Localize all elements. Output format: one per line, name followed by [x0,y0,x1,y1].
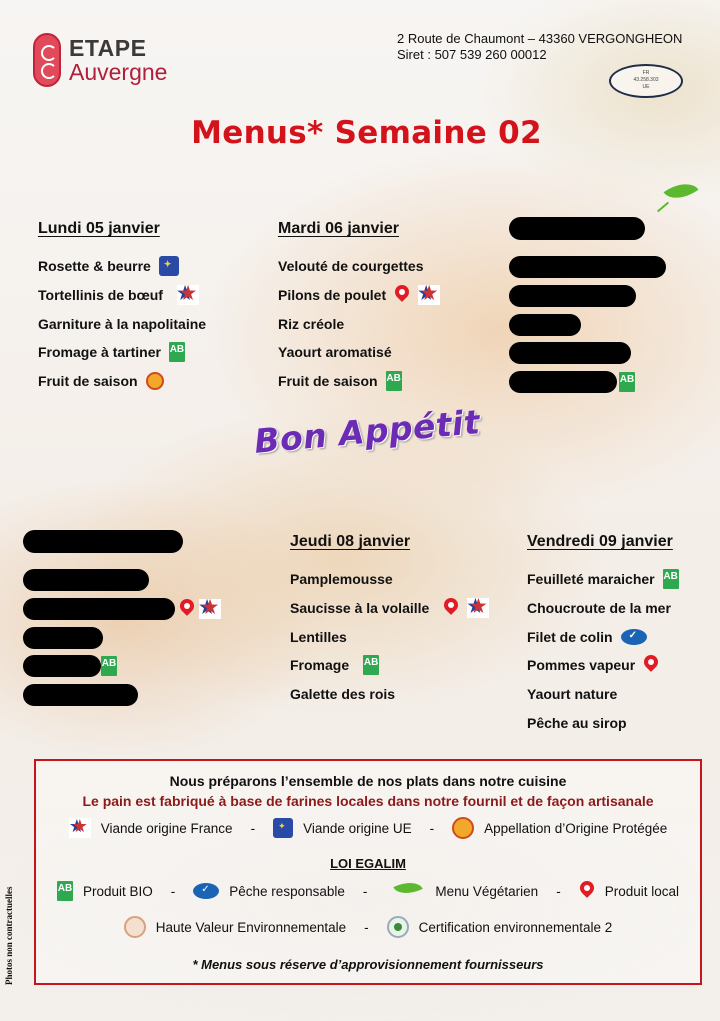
ab-bio-icon: AB [386,371,402,391]
cert-env-icon [387,916,409,938]
separator: - [556,883,561,899]
menu-item: Pêche au sirop [527,714,627,731]
menu-item [509,310,666,339]
msc-fish-icon [621,629,647,645]
redacted-text [509,256,666,278]
legend-label: Menu Végétarien [435,883,539,899]
ab-bio-icon: AB [101,656,117,676]
separator: - [364,919,369,935]
local-pin-icon [443,598,459,618]
aop-icon [452,817,474,839]
redacted-text [509,285,636,307]
logo-mark-icon [33,33,61,87]
menu-item: Tortellinis de bœuf ★ [38,281,206,310]
redacted-text [23,655,101,677]
redacted-text [509,342,631,364]
page-title: Menus* Semaine 02 [191,115,542,151]
legend-label: Viande origine UE [303,820,412,836]
legend-env-row [36,916,700,938]
menu-item [509,253,666,282]
redacted-text [23,569,149,591]
viande-france-icon [467,598,489,618]
legend-label: Certification environnementale 2 [418,919,613,935]
local-pin-icon [579,881,595,901]
ab-bio-icon: AB [169,342,185,362]
day-thursday [290,533,489,708]
menu-item: Riz créole [278,315,345,332]
separator: - [170,883,176,899]
redacted-text [509,314,581,336]
legend-label: Produit local [604,883,679,899]
menu-item: Fromage à tartiner AB [38,344,185,361]
menu-item: Lentilles [290,628,347,645]
ab-bio-icon: AB [363,655,379,675]
separator: - [429,820,435,836]
eu-flag-icon [159,256,179,276]
vegetarian-leaf-icon [385,881,425,901]
menu-item [509,339,666,368]
menu-item: Yaourt nature [527,686,618,703]
ab-bio-icon: AB [619,372,635,392]
ab-bio-icon: AB [57,881,73,901]
menu-item: Rosette & beurre ✦ [38,252,206,281]
menu-item [23,595,221,624]
viande-france-icon [199,599,221,619]
menu-item: Pilons de poulet ★ [278,281,440,310]
menu-item: Choucroute de la mer [527,600,671,617]
viande-france-icon [177,285,199,305]
sanitary-stamp-icon [609,64,683,98]
legend-label: Pêche responsable [229,883,345,899]
msc-fish-icon [193,883,219,899]
menu-item: Galette des rois [290,686,396,703]
etape-auvergne-logo [33,33,167,87]
bread-statement: Le pain est fabriqué à base de farines locales dans notre fournil et de façon artisanale [82,793,654,809]
menu-item: Velouté de courgettes [278,258,424,275]
supply-note: * Menus sous réserve d’approvisionnement fournisseurs [192,957,544,972]
redacted-text [23,627,103,649]
redacted-text [23,598,175,620]
day-title: Vendredi 09 janvier [527,533,673,550]
menu-item: Fruit de saison [38,367,206,396]
siret-line: Siret : 507 539 260 00012 [397,47,547,62]
day-title: Lundi 05 janvier [38,220,160,237]
day-title: Jeudi 08 janvier [290,533,411,550]
legend-origin-row [36,817,700,839]
stamp-number: 43.258.303 [633,77,659,83]
legend-egalim-row [36,881,700,901]
bon-appetit-banner: Bon Appétit [252,402,482,461]
address-line: 2 Route de Chaumont – 43360 VERGONGHEON [397,31,683,46]
redacted-text [23,684,138,706]
menu-item: Saucisse à la volaille ★ [290,594,489,623]
redacted-title [509,217,645,240]
kitchen-statement: Nous préparons l’ensemble de nos plats dans notre cuisine [169,773,567,789]
vegetarian-leaf-icon [656,180,700,216]
legend-label: Viande origine France [100,820,233,836]
hve-icon [124,916,146,938]
day-wednesday-redacted [509,217,666,396]
logo-line-2: Auvergne [69,59,168,85]
redacted-text [509,371,617,393]
redacted-title [23,530,183,553]
legend-box [34,759,702,985]
menu-item [509,282,666,311]
menu-item [23,652,221,681]
menu-item: Filet de colin ✓ [527,622,679,651]
menu-item: Pamplemousse [290,571,393,588]
local-pin-icon [394,285,410,305]
ab-bio-icon: AB [663,569,679,589]
menu-item [23,681,221,710]
company-address [397,31,682,63]
stamp-country: FR [642,70,650,76]
day-redacted [23,530,221,709]
day-tuesday [278,220,440,395]
menu-item: Garniture à la napolitaine [38,315,207,332]
local-pin-icon [179,599,195,619]
menu-item [509,368,666,397]
legend-label: Haute Valeur Environnementale [155,919,347,935]
menu-item [23,623,221,652]
eu-flag-icon [273,818,293,838]
menu-item: Feuilleté maraicher AB [527,571,678,588]
legend-label: Appellation d’Origine Protégée [484,820,668,836]
separator: - [362,883,368,899]
viande-france-icon [69,818,91,838]
stamp-ue: UE [642,84,650,90]
local-pin-icon [643,655,659,675]
menu-item: Fromage AB [290,657,379,674]
aop-icon [146,372,164,390]
day-friday [527,533,679,737]
viande-france-icon [418,285,440,305]
logo-line-1: ETAPE [69,35,147,61]
legend-label: Produit BIO [83,883,153,899]
menu-item: Fruit de saison AB [278,373,401,390]
menu-item: Pommes vapeur [527,651,679,680]
separator: - [250,820,256,836]
menu-item: Yaourt aromatisé [278,344,392,361]
day-title: Mardi 06 janvier [278,220,399,237]
day-monday [38,220,206,395]
egalim-title: LOI EGALIM [330,856,406,871]
photos-disclaimer: Photos non contractuelles [4,886,14,985]
menu-item [23,566,221,595]
